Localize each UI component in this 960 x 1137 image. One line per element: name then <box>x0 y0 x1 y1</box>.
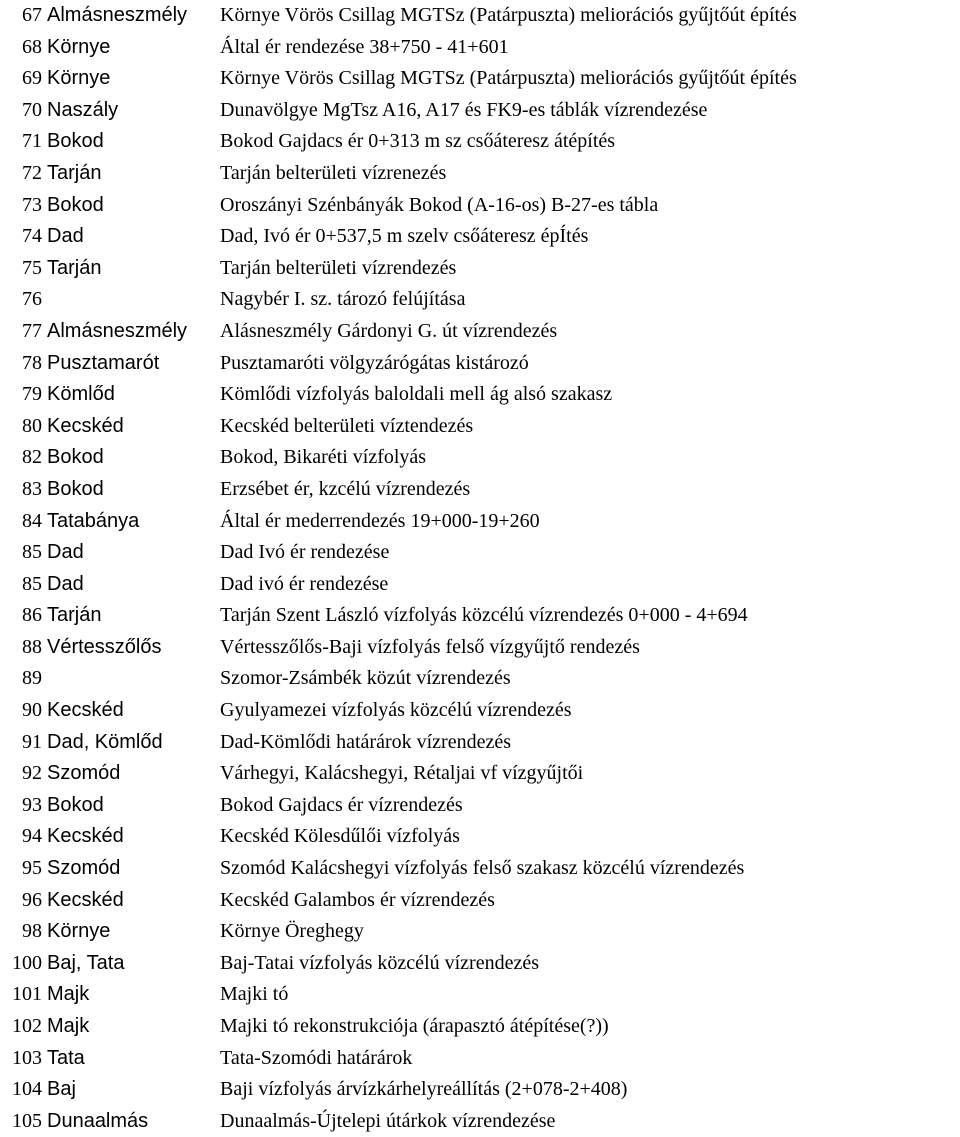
row-description: Bokod Gajdacs ér vízrendezés <box>220 793 463 816</box>
row-description: Majki tó rekonstrukciója (árapasztó átépítése(?)) <box>220 1015 609 1037</box>
table-row <box>0 1074 960 1106</box>
row-description: Által ér rendezése 38+750 - 41+601 <box>220 35 509 58</box>
row-place: Szomód <box>47 857 121 880</box>
row-description: Tarján Szent László vízfolyás közcélú vízrendezés 0+000 - 4+694 <box>220 604 748 627</box>
row-place: Majk <box>47 1015 90 1037</box>
row-number: 85 <box>22 541 42 564</box>
row-place: Dad <box>47 225 84 248</box>
row-description: Szomor-Zsámbék közút vízrendezés <box>220 667 511 690</box>
row-description: Szomód Kalácshegyi vízfolyás felső szakasz közcélú vízrendezés <box>220 857 745 880</box>
row-description: Dad Ivó ér rendezése <box>220 541 390 564</box>
row-description: Dunavölgye MgTsz A16, A17 és FK9-es táblák vízrendezése <box>220 98 708 121</box>
row-number: 71 <box>22 130 42 153</box>
row-number: 80 <box>22 414 42 437</box>
table-row <box>0 442 960 474</box>
row-place: Baj, Tata <box>47 951 125 974</box>
row-place <box>47 663 215 695</box>
row-number: 94 <box>22 825 42 848</box>
table-row <box>0 632 960 664</box>
row-place: Környe <box>47 35 111 58</box>
table-row <box>0 727 960 759</box>
row-description: Baji vízfolyás árvízkárhelyreállítás (2+078-2+408) <box>220 1078 628 1101</box>
row-place: Dad <box>47 572 84 595</box>
row-number: 82 <box>22 446 42 469</box>
row-description: Tarján belterületi vízrendezés <box>220 256 457 279</box>
row-description: Környe Vörös Csillag MGTSz (Patárpuszta) meliorációs gyűjtőút építés <box>220 67 797 90</box>
table-row <box>0 569 960 601</box>
row-number: 104 <box>12 1078 42 1101</box>
row-place: Kecskéd <box>47 699 124 722</box>
row-place: Bokod <box>47 477 104 500</box>
row-number: 74 <box>22 225 42 248</box>
row-description: Gyulyamezei vízfolyás közcélú vízrendezés <box>220 699 572 722</box>
row-place: Almásneszmély <box>47 4 188 26</box>
row-description: Kömlődi vízfolyás baloldali mell ág alsó szakasz <box>220 383 613 406</box>
row-description: Oroszányi Szénbányák Bokod (A-16-os) B-27-es tábla <box>220 193 659 216</box>
row-place: Dunaalmás <box>47 1109 149 1132</box>
row-place: Tarján <box>47 161 102 184</box>
row-description: Várhegyi, Kalácshegyi, Rétaljai vf vízgyűjtői <box>220 762 584 785</box>
row-number: 83 <box>22 477 42 500</box>
table-row <box>0 158 960 190</box>
row-number: 98 <box>22 920 42 943</box>
table-row <box>0 190 960 222</box>
row-number: 92 <box>22 762 42 785</box>
table-row <box>0 284 960 316</box>
row-description: Környe Öreghegy <box>220 920 364 943</box>
table-row <box>0 379 960 411</box>
row-place: Környe <box>47 67 111 90</box>
table-row <box>0 758 960 790</box>
row-number: 72 <box>22 161 42 184</box>
row-place: Kömlőd <box>47 383 115 406</box>
row-place: Vértesszőlős <box>47 635 162 658</box>
row-place <box>47 284 215 316</box>
row-number: 84 <box>22 509 42 532</box>
row-description: Által ér mederrendezés 19+000-19+260 <box>220 509 540 532</box>
row-number: 100 <box>12 951 42 974</box>
row-place: Majk <box>47 983 90 1006</box>
row-description: Pusztamaróti völgyzárógátas kistározó <box>220 351 529 374</box>
row-number: 88 <box>22 635 42 658</box>
row-description: Kecskéd Galambos ér vízrendezés <box>220 888 495 911</box>
row-place: Pusztamarót <box>47 351 160 374</box>
row-number: 90 <box>22 699 42 722</box>
table-row <box>0 411 960 443</box>
row-number: 73 <box>22 193 42 216</box>
table-row <box>0 790 960 822</box>
row-number: 96 <box>22 888 42 911</box>
table-row <box>0 600 960 632</box>
table-row <box>0 853 960 885</box>
row-number: 91 <box>22 730 42 753</box>
row-description: Dad-Kömlődi határárok vízrendezés <box>220 730 511 753</box>
row-place: Bokod <box>47 193 104 216</box>
row-description: Majki tó <box>220 983 289 1006</box>
table-row <box>0 948 960 980</box>
table-row <box>0 126 960 158</box>
row-description: Dunaalmás-Újtelepi útárkok vízrendezése <box>220 1109 556 1132</box>
table-row <box>0 0 960 32</box>
row-number: 103 <box>12 1046 42 1069</box>
row-description: Nagybér I. sz. tározó felújítása <box>220 288 466 311</box>
row-number: 79 <box>22 383 42 406</box>
table-row <box>0 979 960 1011</box>
table-row <box>0 506 960 538</box>
row-place: Bokod <box>47 793 104 816</box>
row-place: Bokod <box>47 130 104 153</box>
row-description: Kecskéd belterületi víztendezés <box>220 414 474 437</box>
row-description: Baj-Tatai vízfolyás közcélú vízrendezés <box>220 951 540 974</box>
table-row <box>0 821 960 853</box>
row-number: 85 <box>22 572 42 595</box>
table-row <box>0 1011 960 1043</box>
table-row <box>0 885 960 917</box>
row-place: Baj <box>47 1078 76 1101</box>
table-row <box>0 63 960 95</box>
table-row <box>0 1043 960 1075</box>
row-description: Kecskéd Kölesdűlői vízfolyás <box>220 825 460 848</box>
table-row <box>0 348 960 380</box>
row-number: 102 <box>12 1015 42 1037</box>
table-row <box>0 253 960 285</box>
row-place: Dad <box>47 541 84 564</box>
table-row <box>0 695 960 727</box>
row-description: Tarján belterületi vízrenezés <box>220 161 447 184</box>
row-number: 69 <box>22 67 42 90</box>
table-row <box>0 95 960 127</box>
row-number: 75 <box>22 256 42 279</box>
row-number: 89 <box>22 667 42 690</box>
table-row <box>0 1106 960 1137</box>
row-description: Erzsébet ér, kzcélú vízrendezés <box>220 477 471 500</box>
row-number: 95 <box>22 857 42 880</box>
table-row <box>0 316 960 348</box>
row-description: Környe Vörös Csillag MGTSz (Patárpuszta) meliorációs gyűjtőút építés <box>220 4 797 26</box>
row-number: 70 <box>22 98 42 121</box>
row-place: Tatabánya <box>47 509 140 532</box>
row-place: Tarján <box>47 256 102 279</box>
row-place: Kecskéd <box>47 888 124 911</box>
row-number: 78 <box>22 351 42 374</box>
row-number: 86 <box>22 604 42 627</box>
row-number: 67 <box>22 4 42 26</box>
row-place: Környe <box>47 920 111 943</box>
table-row <box>0 32 960 64</box>
row-place: Dad, Kömlőd <box>47 730 163 753</box>
row-number: 93 <box>22 793 42 816</box>
row-number: 77 <box>22 319 42 342</box>
row-number: 76 <box>22 288 42 311</box>
row-description: Bokod Gajdacs ér 0+313 m sz csőáteresz átépítés <box>220 130 616 153</box>
row-description: Vértesszőlős-Baji vízfolyás felső vízgyűjtő rendezés <box>220 635 640 658</box>
table-row <box>0 221 960 253</box>
row-place: Naszály <box>47 98 119 121</box>
row-description: Dad, Ivó ér 0+537,5 m szelv csőáteresz épÍtés <box>220 225 589 248</box>
row-place: Almásneszmély <box>47 319 188 342</box>
row-place: Kecskéd <box>47 825 124 848</box>
row-description: Tata-Szomódi határárok <box>220 1046 413 1069</box>
row-place: Kecskéd <box>47 414 124 437</box>
table-row <box>0 663 960 695</box>
row-number: 68 <box>22 35 42 58</box>
row-description: Alásneszmély Gárdonyi G. út vízrendezés <box>220 319 558 342</box>
row-place: Szomód <box>47 762 121 785</box>
row-number: 101 <box>12 983 42 1006</box>
row-place: Bokod <box>47 446 104 469</box>
row-number: 105 <box>12 1109 42 1132</box>
row-description: Dad ivó ér rendezése <box>220 572 389 595</box>
row-place: Tata <box>47 1046 85 1069</box>
row-description: Bokod, Bikaréti vízfolyás <box>220 446 427 469</box>
row-place: Tarján <box>47 604 102 627</box>
table-row <box>0 916 960 948</box>
table-row <box>0 474 960 506</box>
table-row <box>0 537 960 569</box>
